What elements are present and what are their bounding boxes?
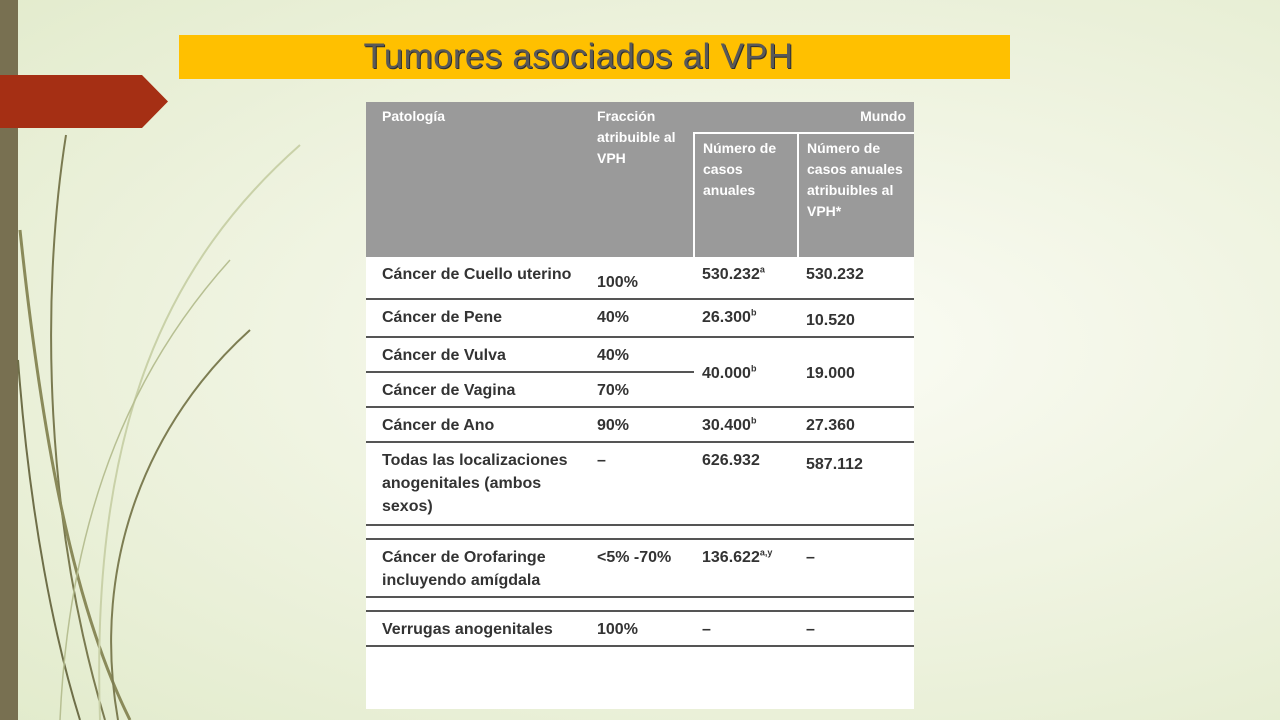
header-fraction: Fracción atribuible al VPH bbox=[589, 102, 694, 257]
header-world: Mundo bbox=[694, 102, 914, 133]
cell-pathology: Cáncer de Ano bbox=[366, 407, 589, 442]
cell-fraction: 100% bbox=[589, 611, 694, 646]
table-row bbox=[366, 442, 914, 525]
title-banner bbox=[179, 35, 1010, 79]
header-annual-cases: Número de casos anuales bbox=[694, 133, 798, 257]
cell-cases: 626.932 bbox=[694, 442, 798, 525]
cell-fraction: 90% bbox=[589, 407, 694, 442]
cell-cases: – bbox=[694, 611, 798, 646]
table-row bbox=[366, 299, 914, 337]
header-attributable-cases: Número de casos anuales atribuibles al VPH* bbox=[798, 133, 914, 257]
table-row bbox=[366, 337, 914, 372]
cell-attributable: 10.520 bbox=[798, 299, 914, 337]
cell-cases: 136.622$^{a,y}$ bbox=[694, 539, 798, 597]
table-row bbox=[366, 257, 914, 299]
cell-pathology: Cáncer de Vulva bbox=[366, 337, 589, 372]
cell-fraction: 40% bbox=[589, 337, 694, 372]
cell-attributable: 27.360 bbox=[798, 407, 914, 442]
cell-cases: 26.300$^b$ bbox=[694, 299, 798, 337]
cell-fraction: 70% bbox=[589, 372, 694, 407]
hpv-tumors-table bbox=[366, 102, 914, 709]
table-row bbox=[366, 407, 914, 442]
cell-attributable: 530.232 bbox=[798, 257, 914, 299]
cell-fraction: 40% bbox=[589, 299, 694, 337]
red-tab-shape bbox=[0, 75, 168, 128]
cell-attributable: – bbox=[798, 539, 914, 597]
cell-fraction: <5% -70% bbox=[589, 539, 694, 597]
cell-attributable: 587.112 bbox=[798, 442, 914, 525]
cell-cases: 30.400$^b$ bbox=[694, 407, 798, 442]
cell-attributable: – bbox=[798, 611, 914, 646]
table-separator bbox=[366, 597, 914, 611]
table-row bbox=[366, 611, 914, 646]
cell-pathology: Cáncer de Cuello uterino bbox=[366, 257, 589, 299]
table-separator bbox=[366, 525, 914, 539]
cell-pathology: Todas las localizaciones anogenitales (ambos sexos) bbox=[366, 442, 589, 525]
cell-pathology: Cáncer de Pene bbox=[366, 299, 589, 337]
cell-pathology: Cáncer de Orofaringe incluyendo amígdala bbox=[366, 539, 589, 597]
cell-cases: 40.000$^b$ bbox=[694, 337, 798, 407]
cell-pathology: Verrugas anogenitales bbox=[366, 611, 589, 646]
cell-pathology: Cáncer de Vagina bbox=[366, 372, 589, 407]
table-row bbox=[366, 539, 914, 597]
cell-attributable: 19.000 bbox=[798, 337, 914, 407]
slide-title: Tumores asociados al VPH bbox=[363, 37, 794, 76]
cell-fraction: – bbox=[589, 442, 694, 525]
header-pathology: Patología bbox=[366, 102, 589, 257]
cell-cases: 530.232$^a$ bbox=[694, 257, 798, 299]
cell-fraction: 100% bbox=[589, 257, 694, 299]
